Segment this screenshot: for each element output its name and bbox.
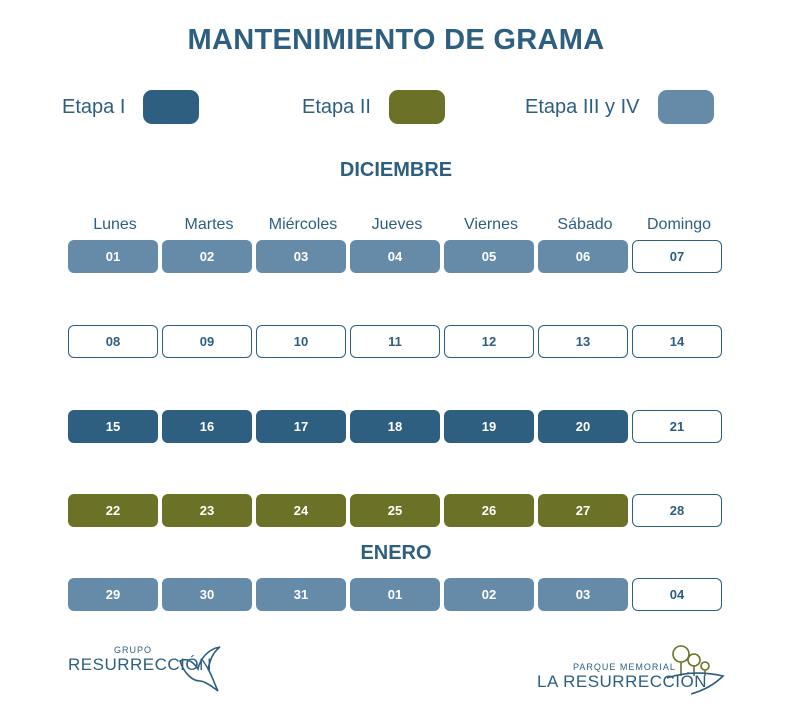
day-cell: 22 <box>68 494 158 527</box>
day-cell: 17 <box>256 410 346 443</box>
day-cell: 28 <box>632 494 722 527</box>
day-cell: 08 <box>68 325 158 358</box>
day-cell: 01 <box>68 240 158 273</box>
logo-big-text: LA RESURRECCIÓN <box>537 672 707 691</box>
day-cell: 14 <box>632 325 722 358</box>
logo-big-text: RESURRECCIÓN <box>68 655 212 674</box>
day-name: Jueves <box>371 216 423 233</box>
day-cell: 04 <box>350 240 440 273</box>
day-cell: 09 <box>162 325 252 358</box>
logo-small-text: GRUPO <box>114 645 153 655</box>
month-label-diciembre: DICIEMBRE <box>339 159 453 181</box>
day-cell: 21 <box>632 410 722 443</box>
day-name: Miércoles <box>268 216 338 233</box>
day-cell: 15 <box>68 410 158 443</box>
day-cell: 04 <box>632 578 722 611</box>
day-name: Viernes <box>464 216 518 233</box>
day-cell: 11 <box>350 325 440 358</box>
day-cell: 12 <box>444 325 534 358</box>
logo-small-text: PARQUE MEMORIAL <box>573 662 676 672</box>
page-title: MANTENIMIENTO DE GRAMA <box>187 24 605 56</box>
trees-icon <box>665 642 725 698</box>
legend-etapa-ii <box>302 88 445 126</box>
day-cell: 29 <box>68 578 158 611</box>
month-label-enero: ENERO <box>360 542 432 564</box>
day-cell: 06 <box>538 240 628 273</box>
legend-swatch-etapa-iii-iv <box>658 90 714 124</box>
day-cell: 26 <box>444 494 534 527</box>
day-cell: 03 <box>538 578 628 611</box>
day-name: Sábado <box>557 216 613 233</box>
legend-label: Etapa III y IV <box>525 95 640 118</box>
legend-etapa-i <box>62 88 199 126</box>
day-cell: 18 <box>350 410 440 443</box>
day-cell: 13 <box>538 325 628 358</box>
legend-swatch-etapa-i <box>143 90 199 124</box>
grupo-resurreccion-logo <box>68 645 212 675</box>
day-cell: 20 <box>538 410 628 443</box>
day-name: Martes <box>184 216 234 233</box>
day-name: Domingo <box>646 216 712 233</box>
day-cell: 24 <box>256 494 346 527</box>
day-cell: 02 <box>162 240 252 273</box>
day-cell: 16 <box>162 410 252 443</box>
day-cell: 10 <box>256 325 346 358</box>
day-cell: 01 <box>350 578 440 611</box>
day-cell: 03 <box>256 240 346 273</box>
legend-label: Etapa I <box>62 95 126 118</box>
day-cell: 25 <box>350 494 440 527</box>
day-name: Lunes <box>93 216 137 233</box>
dove-icon <box>174 645 224 695</box>
legend-etapa-iii-iv <box>525 88 714 126</box>
day-cell: 27 <box>538 494 628 527</box>
day-cell: 07 <box>632 240 722 273</box>
day-cell: 30 <box>162 578 252 611</box>
legend-swatch-etapa-ii <box>389 90 445 124</box>
day-cell: 31 <box>256 578 346 611</box>
parque-memorial-logo <box>537 662 707 692</box>
day-cell: 23 <box>162 494 252 527</box>
day-cell: 19 <box>444 410 534 443</box>
day-cell: 02 <box>444 578 534 611</box>
day-cell: 05 <box>444 240 534 273</box>
legend-label: Etapa II <box>302 95 371 118</box>
